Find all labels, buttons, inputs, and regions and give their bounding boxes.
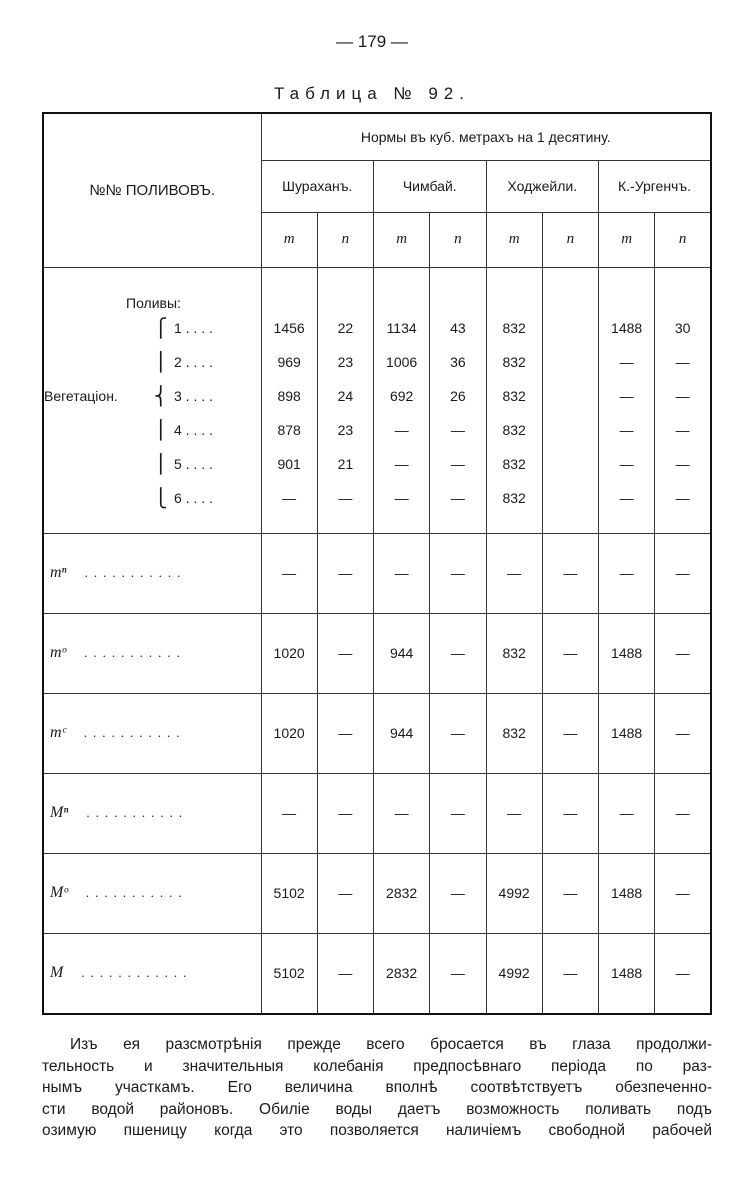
cell: —: [655, 379, 711, 413]
cell: —: [430, 853, 486, 933]
cell: —: [374, 447, 430, 481]
cell: 5102: [261, 933, 317, 1014]
cell: —: [317, 613, 373, 693]
cell: 832: [486, 379, 542, 413]
cell: 2832: [374, 933, 430, 1014]
cell: —: [430, 533, 486, 613]
subcol-header: m: [261, 212, 317, 267]
cell: 22: [317, 311, 373, 345]
table-row: [43, 693, 711, 773]
cell: 832: [486, 311, 542, 345]
cell: —: [599, 533, 655, 613]
cell: —: [599, 345, 655, 379]
row-label: [43, 693, 261, 773]
cell: 832: [486, 447, 542, 481]
subcol-header: n: [542, 212, 598, 267]
row-number: 1 . . . .: [174, 320, 213, 336]
place-header: Ходжейли.: [486, 160, 599, 212]
cell: 2832: [374, 853, 430, 933]
cell: 43: [430, 311, 486, 345]
cell: —: [261, 773, 317, 853]
cell: —: [542, 773, 598, 853]
leader-dots: ...........: [84, 565, 187, 580]
cell: —: [655, 933, 711, 1014]
cell: [542, 481, 598, 515]
cell: —: [542, 933, 598, 1014]
cell: —: [317, 933, 373, 1014]
row-label: [43, 613, 261, 693]
row-number: 6 . . . .: [174, 490, 213, 506]
brace-icon: ⎪: [154, 351, 168, 372]
subcol-header: m: [374, 212, 430, 267]
cell: —: [655, 533, 711, 613]
cell: —: [430, 613, 486, 693]
cell: 944: [374, 613, 430, 693]
place-header: Чимбай.: [374, 160, 487, 212]
row-label: [43, 345, 261, 379]
row-number: 2 . . . .: [174, 354, 213, 370]
cell: 944: [374, 693, 430, 773]
group-header: Нормы въ куб. метрахъ на 1 десятину.: [261, 113, 711, 160]
cell: —: [374, 481, 430, 515]
cell: 1006: [374, 345, 430, 379]
cell: —: [317, 481, 373, 515]
cell: —: [486, 773, 542, 853]
cell: [542, 345, 598, 379]
row-header: №№ ПОЛИВОВЪ.: [43, 113, 261, 267]
cell: 832: [486, 481, 542, 515]
vegetation-label: Вегетаціон.: [44, 388, 118, 404]
brace-icon: ⎩: [154, 487, 168, 508]
cell: 692: [374, 379, 430, 413]
cell: 26: [430, 379, 486, 413]
cell: —: [542, 613, 598, 693]
row-label: [43, 773, 261, 853]
cell: 1488: [599, 613, 655, 693]
row-label: [43, 853, 261, 933]
cell: 969: [261, 345, 317, 379]
row-label: [43, 481, 261, 515]
cell: 4992: [486, 933, 542, 1014]
table-row: [43, 311, 711, 345]
cell: —: [655, 447, 711, 481]
paragraph-line: Изъ ея разсмотрѣнія прежде всего бросается въ глаза продолжи-: [70, 1036, 712, 1053]
page-number: — 179 —: [336, 32, 408, 51]
table-title: Таблица № 92.: [274, 84, 470, 103]
cell: —: [655, 693, 711, 773]
cell: 36: [430, 345, 486, 379]
table-row: [43, 533, 711, 613]
table-row: [43, 773, 711, 853]
paragraph-line: сти водой районовъ. Обиліе воды даетъ возможность поливать подъ: [42, 1100, 712, 1118]
cell: —: [317, 853, 373, 933]
brace-icon: ⎧: [154, 317, 168, 338]
cell: —: [599, 447, 655, 481]
cell: —: [374, 533, 430, 613]
row-number: 4 . . . .: [174, 422, 213, 438]
cell: —: [317, 693, 373, 773]
cell: —: [655, 613, 711, 693]
leader-dots: ...........: [84, 645, 186, 660]
cell: [542, 311, 598, 345]
symbol-label: Mᵒ: [50, 884, 68, 901]
cell: 1488: [599, 853, 655, 933]
cell: 1134: [374, 311, 430, 345]
place-header: Шураханъ.: [261, 160, 374, 212]
cell: —: [599, 773, 655, 853]
cell: —: [542, 533, 598, 613]
subcol-header: n: [317, 212, 373, 267]
cell: 832: [486, 345, 542, 379]
row-label: [43, 413, 261, 447]
cell: 24: [317, 379, 373, 413]
cell: 832: [486, 613, 542, 693]
cell: —: [599, 379, 655, 413]
cell: [542, 447, 598, 481]
polivy-label: Поливы:: [43, 267, 261, 311]
cell: —: [655, 853, 711, 933]
cell: —: [374, 773, 430, 853]
subcol-header: n: [655, 212, 711, 267]
table-row: [43, 613, 711, 693]
symbol-label: Mⁿ: [50, 804, 69, 821]
cell: —: [317, 773, 373, 853]
cell: 832: [486, 693, 542, 773]
cell: 898: [261, 379, 317, 413]
row-label: [43, 933, 261, 1014]
subcol-header: m: [599, 212, 655, 267]
paragraph-line: тельность и значительныя колебанія предпосѣвнаго періода по раз-: [42, 1057, 712, 1075]
cell: —: [374, 413, 430, 447]
cell: —: [655, 481, 711, 515]
row-number: 5 . . . .: [174, 456, 213, 472]
subcol-header: n: [430, 212, 486, 267]
cell: —: [261, 481, 317, 515]
place-header: К.-Ургенчъ.: [599, 160, 712, 212]
cell: —: [430, 773, 486, 853]
cell: 5102: [261, 853, 317, 933]
cell: —: [261, 533, 317, 613]
row-label: [43, 379, 261, 413]
cell: —: [430, 481, 486, 515]
cell: 1488: [599, 311, 655, 345]
leader-dots: ...........: [83, 725, 186, 740]
paragraph-line: озимую пшеницу когда это позволяется наличіемъ свободной рабочей: [42, 1122, 712, 1140]
cell: 23: [317, 413, 373, 447]
cell: 30: [655, 311, 711, 345]
cell: —: [599, 481, 655, 515]
brace-icon: ⎪: [154, 453, 168, 474]
row-label: [43, 533, 261, 613]
cell: 1020: [261, 613, 317, 693]
row-label: [43, 447, 261, 481]
table-row: [43, 853, 711, 933]
table-row: [43, 933, 711, 1014]
row-label: [43, 311, 261, 345]
cell: 878: [261, 413, 317, 447]
cell: 1020: [261, 693, 317, 773]
symbol-label: mⁿ: [50, 564, 67, 581]
cell: —: [486, 533, 542, 613]
cell: —: [317, 533, 373, 613]
brace-icon: ⎪: [154, 419, 168, 440]
cell: —: [542, 693, 598, 773]
symbol-label: mᶜ: [50, 724, 66, 741]
table-row: [43, 345, 711, 379]
symbol-label: M: [50, 964, 64, 981]
table-row: [43, 413, 711, 447]
leader-dots: ............: [81, 965, 193, 980]
cell: —: [655, 413, 711, 447]
cell: —: [430, 447, 486, 481]
irrigation-norms-table: [42, 112, 712, 1015]
cell: 1488: [599, 933, 655, 1014]
table-row: [43, 447, 711, 481]
body-paragraph: [42, 1034, 712, 1142]
cell: —: [655, 345, 711, 379]
cell: —: [655, 773, 711, 853]
brace-icon: ⎨: [154, 385, 168, 406]
cell: 4992: [486, 853, 542, 933]
cell: 21: [317, 447, 373, 481]
cell: —: [599, 413, 655, 447]
cell: 832: [486, 413, 542, 447]
table-row: [43, 379, 711, 413]
subcol-header: m: [486, 212, 542, 267]
cell: —: [430, 693, 486, 773]
row-number: 3 . . . .: [174, 388, 213, 404]
symbol-label: mᵒ: [50, 644, 67, 661]
cell: 901: [261, 447, 317, 481]
cell: 1488: [599, 693, 655, 773]
cell: [542, 413, 598, 447]
cell: —: [542, 853, 598, 933]
cell: 23: [317, 345, 373, 379]
leader-dots: ...........: [86, 805, 189, 820]
cell: —: [430, 933, 486, 1014]
paragraph-line: нымъ участкамъ. Его величина вполнѣ соотвѣтствуетъ обезпеченно-: [42, 1079, 712, 1097]
cell: 1456: [261, 311, 317, 345]
cell: [542, 379, 598, 413]
cell: —: [430, 413, 486, 447]
leader-dots: ...........: [85, 885, 188, 900]
table-row: [43, 481, 711, 515]
